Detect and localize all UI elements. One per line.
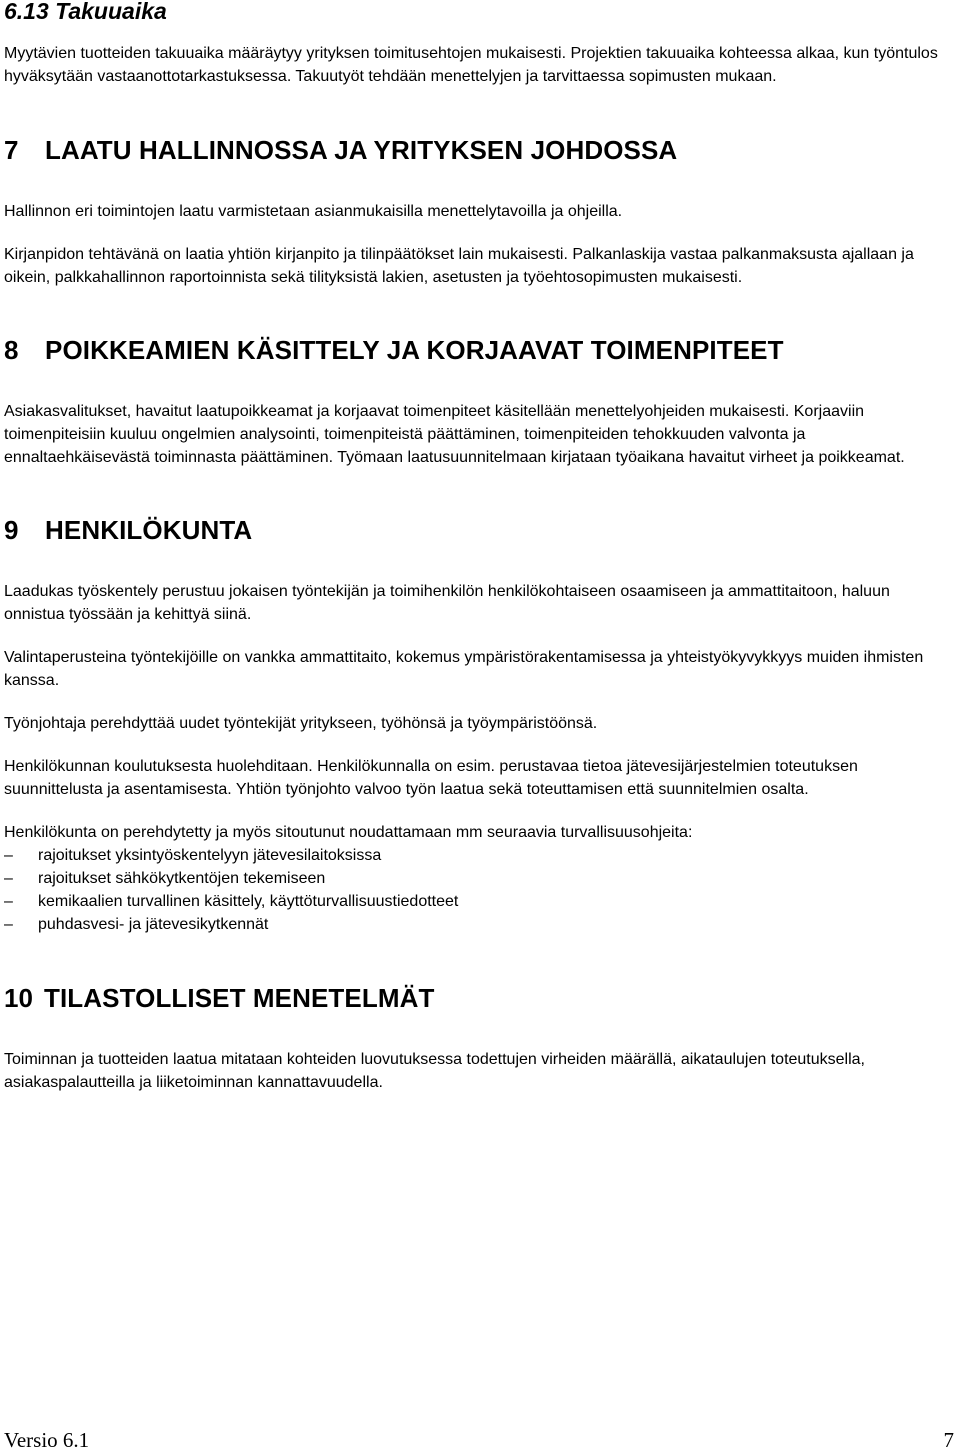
section-8-number: 8 bbox=[4, 335, 19, 365]
section-9-paragraph-4: Henkilökunnan koulutuksesta huolehditaan. Henkilökunnalla on esim. perustavaa tietoa jätevesijärjestelmien toteutuksen suunnittelusta ja asentamisesta. Yhtiön työnjohto valvoo työn laatua sekä toteuttamisen että suunnitelmien osalta. bbox=[4, 758, 858, 798]
document-page bbox=[4, 0, 944, 1094]
page-number: 7 bbox=[943, 1428, 954, 1452]
dash-bullet: – bbox=[4, 870, 13, 887]
section-7-title: LAATU HALLINNOSSA JA YRITYKSEN JOHDOSSA bbox=[45, 135, 678, 165]
section-9-title: HENKILÖKUNTA bbox=[45, 515, 253, 545]
section-6-13-heading: 6.13 Takuuaika bbox=[4, 0, 167, 24]
section-8-heading bbox=[4, 335, 944, 365]
section-9-paragraph-2: Valintaperusteina työntekijöille on vankka ammattitaito, kokemus ympäristörakentamisessa ja yhteistyökyvykkyys muiden ihmisten kanssa. bbox=[4, 649, 924, 689]
list-item-text: puhdasvesi- ja jätevesikytkennät bbox=[38, 916, 269, 933]
version-label: Versio 6.1 bbox=[4, 1428, 90, 1452]
section-10-number: 10 bbox=[4, 983, 34, 1013]
list-item bbox=[4, 867, 944, 890]
section-8-paragraph: Asiakasvalitukset, havaitut laatupoikkeamat ja korjaavat toimenpiteet käsitellään menettelyohjeiden mukaisesti. Korjaaviin toimenpiteisiin kuuluu ongelmien analysointi, toimenpiteistä päättäminen, toimenpiteiden tehokkuuden valvonta ja ennaltaehkäisevästä toiminnasta päättäminen. Työmaan laatusuunnitelmaan kirjataan työaikana havaitut virheet ja poikkeamat. bbox=[4, 403, 905, 466]
dash-bullet: – bbox=[4, 893, 13, 910]
list-item-text: kemikaalien turvallinen käsittely, käyttöturvallisuustiedotteet bbox=[38, 893, 459, 910]
safety-instructions-list bbox=[4, 844, 944, 936]
section-7-heading bbox=[4, 135, 944, 165]
section-9-paragraph-3: Työnjohtaja perehdyttää uudet työntekijät yritykseen, työhönsä ja työympäristöönsä. bbox=[4, 715, 598, 732]
list-item bbox=[4, 844, 944, 867]
list-item-text: rajoitukset yksintyöskentelyyn jätevesilaitoksissa bbox=[38, 847, 382, 864]
section-7-number: 7 bbox=[4, 135, 19, 165]
section-7-paragraph-1: Hallinnon eri toimintojen laatu varmistetaan asianmukaisilla menettelytavoilla ja ohjeilla. bbox=[4, 203, 623, 220]
dash-bullet: – bbox=[4, 847, 13, 864]
section-6-13-paragraph: Myytävien tuotteiden takuuaika määräytyy yrityksen toimitusehtojen mukaisesti. Projektien takuuaika kohteessa alkaa, kun työntulos hyväksytään vastaanottotarkastuksessa. Takuutyöt tehdään menettelyjen ja tarvittaessa sopimusten mukaan. bbox=[4, 45, 938, 85]
section-10-heading bbox=[4, 983, 944, 1013]
dash-bullet: – bbox=[4, 916, 13, 933]
section-10-title: TILASTOLLISET MENETELMÄT bbox=[44, 983, 435, 1013]
section-7-paragraph-2: Kirjanpidon tehtävänä on laatia yhtiön kirjanpito ja tilinpäätökset lain mukaisesti. Palkanlaskija vastaa palkanmaksusta ajallaan ja oikein, palkkahallinnon raportoinnista sekä tilityksistä lakien, asetusten ja työehtosopimusten mukaisesti. bbox=[4, 246, 914, 286]
section-9-heading bbox=[4, 515, 944, 545]
section-10-paragraph: Toiminnan ja tuotteiden laatua mitataan kohteiden luovutuksessa todettujen virheiden määrällä, aikataulujen toteutuksella, asiakaspalautteilla ja liiketoiminnan kannattavuudella. bbox=[4, 1051, 865, 1091]
section-9-paragraph-5: Henkilökunta on perehdytetty ja myös sitoutunut noudattamaan mm seuraavia turvallisuusohjeita: bbox=[4, 824, 693, 841]
list-item bbox=[4, 890, 944, 913]
list-item-text: rajoitukset sähkökytkentöjen tekemiseen bbox=[38, 870, 326, 887]
section-9-number: 9 bbox=[4, 515, 19, 545]
list-item bbox=[4, 913, 944, 936]
section-8-title: POIKKEAMIEN KÄSITTELY JA KORJAAVAT TOIMENPITEET bbox=[45, 335, 784, 365]
section-9-paragraph-1: Laadukas työskentely perustuu jokaisen työntekijän ja toimihenkilön henkilökohtaiseen osaamiseen ja ammattitaitoon, haluun onnistua työssään ja kehittyä siinä. bbox=[4, 583, 890, 623]
